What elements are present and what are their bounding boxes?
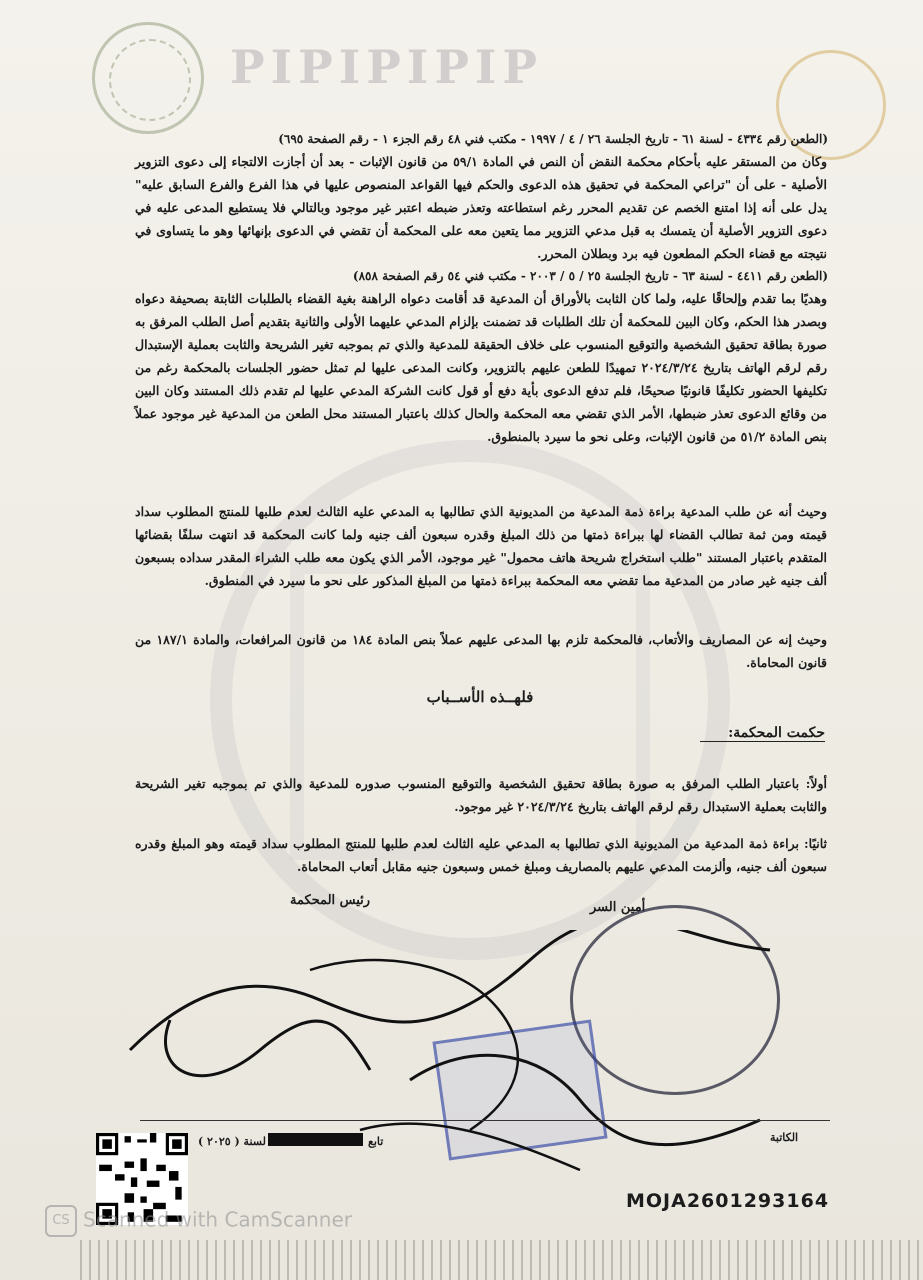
handwritten-signatures: [110, 930, 810, 1190]
secretary-label: أمين السر: [590, 900, 646, 915]
footer-divider: [140, 1120, 830, 1121]
paragraph-3: وحيث أنه عن طلب المدعية براءة ذمة المدعية من المديونية الذي تطالبها به المدعي عليه الثالث لعدم طلبها للمنتج المطلوب سداد قيمته ومن ثمة تطالب القضاء لها ببراءة ذمتها من ذلك المبلغ وقدره سبعون ألف جنيه ولما كانت المحكمة قد انتهت سلفًا بقضائها المتقدم باعتبار المستند "طلب استخراج شريحة هاتف محمول" غير موجود، الأمر الذي يكون معه طلب الشراء المقدر سداده بسبعون ألف جنيه غير صادر من المدعية مما تقضي معه المحكمة ببراءة ذمتها من المبلغ المذكور على نحو ما سيرد في المنطوق.: [135, 504, 827, 588]
ministry-seal-left: [92, 22, 204, 134]
header-watermark-band: PIPIPIPIP: [230, 40, 544, 94]
paragraph-2: وهديًا بما تقدم وإلحاقًا عليه، ولما كان الثابت بالأوراق أن المدعية قد أقامت دعواه الراهنة بغية القضاء بالطلبات الثابتة بصحيفة دعواه وبصدر هذا الحكم، وكان البين للمحكمة أن تلك الطلبات قد تضمنت بإلزام المدعي عليهما الأولى والثانية بتقديم أصل الطلب المرفق به صورة بطاقة تحقيق الشخصية والتوقيع المنسوب على خلاف الحقيقة للمدعية والذي تم بموجبه تغير الشريحة والثابت بعملية الإستبدال رقم لرقم الهاتف بتاريخ ٢٠٢٤/٣/٢٤ تمهيدًا للطعن عليهم بالتزوير، وكانت المدعى عليها لم تمثل حضور الجلسات بالمحكمة رغم من تكليفها الحضور تكليفًا قانونيًا صحيحًا، فلم تدفع الدعوى بأية دفع أو قول كانت الشركة المدعي عليها لم تقدم ذلك المستند وكان البين من وقائع الدعوى تعذر ضبطها، الأمر الذي تقضي معه المحكمة والحال كذلك باعتبار المستند محل الطعن من المدعية غير موجود عملاً بنص المادة ٥١/٢ من قانون الإثبات، وعلى نحو ما سيرد بالمنطوق.: [135, 291, 828, 444]
bottom-security-strip: [80, 1240, 920, 1280]
reasons-heading: فلهــذه الأســباب: [426, 688, 534, 706]
redacted-case-number: [268, 1133, 363, 1146]
president-label: رئيس المحكمة: [290, 893, 371, 908]
footer-year-label: لسنة ( ٢٠٢٥ ): [198, 1135, 266, 1148]
paragraph-4: وحيث إنه عن المصاريف والأتعاب، فالمحكمة تلزم بها المدعى عليهم عملاً بنص المادة ١٨٤ من قانون المرافعات، والمادة ١٨٧/١ من قانون المحاماة.: [135, 632, 827, 670]
document-code: MOJA2601293164: [626, 1190, 830, 1212]
footer-follow-label: تابع: [368, 1135, 384, 1148]
footer-clerk-label: الكاتبة: [770, 1131, 799, 1144]
paragraph-1: وكان من المستقر عليه بأحكام محكمة النقض أن النص في المادة ٥٩/١ من قانون الإثبات - بعد أن أجازت الالتجاء إلى دعوى التزوير الأصلية - على أن "تراعي المحكمة في تحقيق هذه الدعوى والحكم فيها القواعد المنصوص عليها في هذا الفرع والفرع السابق عليه" يدل على أنه إذا امتنع الخصم عن تقديم المحرر رغم استطاعته وتعذر ضبطه اعتبر غير موجود وبالتالي فلا يستطيع المدعى عليه في دعوى التزوير الأصلية أن يتمسك به قبل مدعي التزوير مما يتعين معه على المحكمة أن تقضي في الدعوى بإنهائها وهو ما يتساوى في نتيجته مع قضاء الحكم المطعون فيه برد وبطلان المحرر.: [135, 154, 827, 261]
verdict-item-2: ثانيًا: براءة ذمة المدعية من المديونية الذي تطالبها به المدعي عليه الثالث لعدم طلبها للمنتج المطلوب سداد قيمته وهو المبلغ وقدره سبعون ألف جنيه، وألزمت المدعي عليهم بالمصاريف ومبلغ خمس وسبعون جنيه مقابل أتعاب المحاماة.: [135, 836, 827, 874]
verdict-heading: حكمت المحكمة:: [700, 725, 825, 742]
citation-2: (الطعن رقم ٤٤١١ - لسنة ٦٣ - تاريخ الجلسة ٢٥ / ٥ / ٢٠٠٣ - مكتب فني ٥٤ رقم الصفحة ٨٥٨): [352, 269, 828, 283]
scanner-text: Scanned with CamScanner: [83, 1207, 352, 1232]
verdict-item-1: أولاً: باعتبار الطلب المرفق به صورة بطاقة تحقيق الشخصية والتوقيع المنسوب صدوره للمدعية والذي تم بموجبه تغير الشريحة والثابت بعملية الاستبدال رقم لرقم الهاتف بتاريخ ٢٠٢٤/٣/٢٤ غير موجود.: [135, 776, 827, 814]
citation-1: (الطعن رقم ٤٣٣٤ - لسنة ٦١ - تاريخ الجلسة ٢٦ / ٤ / ١٩٩٧ - مكتب فني ٤٨ رقم الجزء ١ - رقم الصفحة ٦٩٥): [278, 132, 828, 146]
scanner-watermark: [45, 1205, 352, 1237]
camscanner-icon: CS: [45, 1205, 77, 1237]
